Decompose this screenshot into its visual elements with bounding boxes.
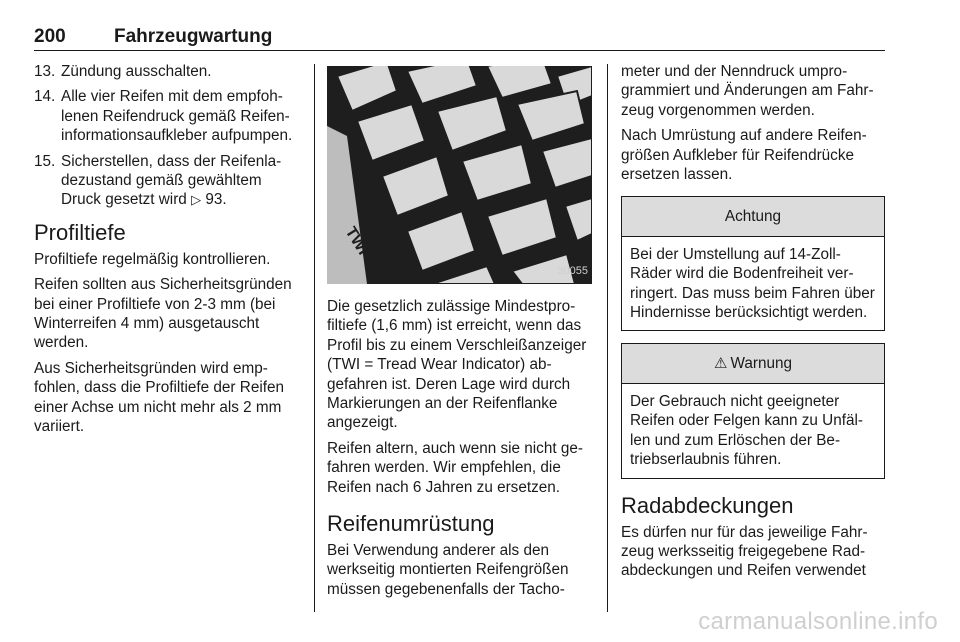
- section-heading: Profiltiefe: [34, 219, 126, 245]
- paragraph: Aus Sicherheitsgründen wird empfohlen, dass die Profiltiefe der Reifen einer Achse um nicht mehr als 2 mm variiert.: [34, 359, 284, 436]
- step-text: Zündung ausschalten.: [61, 63, 212, 80]
- column-divider: [607, 64, 608, 612]
- paragraph: Reifen altern, auch wenn sie nicht gefahren werden. Wir empfehlen, die Reifen nach 6 Jahren zu ersetzen.: [327, 439, 583, 496]
- caution-text: Bei der Umstellung auf 14-Zoll-Räder wird die Bodenfreiheit verringert. Das muss beim Fahren über Hindernisse berücksichtigt werden.: [630, 245, 875, 322]
- column-1: [34, 62, 300, 443]
- twi-label: TWI: [341, 224, 372, 258]
- step-number: 13.: [34, 63, 56, 80]
- list-item: [34, 152, 300, 210]
- page-ref-arrow-icon[interactable]: ▷: [191, 192, 202, 208]
- warning-header: [622, 344, 884, 383]
- figure-number: 30055: [557, 264, 588, 277]
- section-heading: Radabdeckungen: [621, 492, 794, 518]
- warning-triangle-icon: ⚠: [714, 355, 728, 373]
- column-3: [621, 62, 885, 587]
- page-reference[interactable]: 93.: [205, 191, 227, 209]
- page-header: [34, 26, 885, 51]
- list-item: [34, 87, 300, 145]
- step-number: 15.: [34, 152, 56, 170]
- tire-tread-figure: [327, 66, 592, 284]
- paragraph: Es dürfen nur für das jeweilige Fahrzeug werksseitig freigegebene Radabdeckungen und Reifen verwendet: [621, 523, 868, 580]
- page-number: 200: [34, 26, 66, 47]
- warning-box: [621, 343, 885, 478]
- paragraph: Profiltiefe regelmäßig kontrollieren.: [34, 250, 271, 268]
- step-number: 14.: [34, 88, 56, 106]
- tire-tread-illustration: [327, 66, 592, 284]
- caution-title: Achtung: [622, 197, 884, 236]
- chapter-title: Fahrzeugwartung: [114, 26, 273, 47]
- warning-text: Der Gebrauch nicht geeigneter Reifen oder Felgen kann zu Unfällen und zum Erlöschen der Betriebserlaubnis führen.: [630, 392, 864, 469]
- column-2: [327, 66, 593, 605]
- column-divider: [314, 64, 315, 612]
- paragraph: Die gesetzlich zulässige Mindestprofiltiefe (1,6 mm) ist erreicht, wenn das Profil bis zu einem Verschleißanzeiger (TWI = Tread Wear Indicator) abgefahren ist. Deren Lage wird durch Markierungen an der Reifenflanke angezeigt.: [327, 298, 587, 432]
- caution-box: [621, 196, 885, 331]
- paragraph: meter und der Nenndruck umprogrammiert und Änderungen am Fahrzeug vorgenommen werden.: [621, 63, 874, 119]
- step-text: Alle vier Reifen mit dem empfohlenen Reifendruck gemäß Reifeninformationsaufkleber aufpumpen.: [61, 88, 293, 145]
- section-heading: Reifenumrüstung: [327, 511, 495, 537]
- step-text: Sicherstellen, dass der Reifenladezustand gemäß gewähltem Druck gesetzt wird: [61, 152, 282, 209]
- warning-title: Warnung: [730, 355, 792, 373]
- paragraph: Nach Umrüstung auf andere Reifengrößen Aufkleber für Reifendrücke ersetzen lassen.: [621, 127, 867, 184]
- list-item: [34, 62, 300, 81]
- watermark: carmanualsonline.info: [698, 608, 938, 635]
- paragraph: Reifen sollten aus Sicherheitsgründen bei einer Profiltiefe von 2-3 mm (bei Winterreifen 4 mm) ausgetauscht werden.: [34, 276, 292, 352]
- paragraph: Bei Verwendung anderer als den werkseitig montierten Reifengrößen müssen gegebenenfalls der Tacho-: [327, 542, 569, 598]
